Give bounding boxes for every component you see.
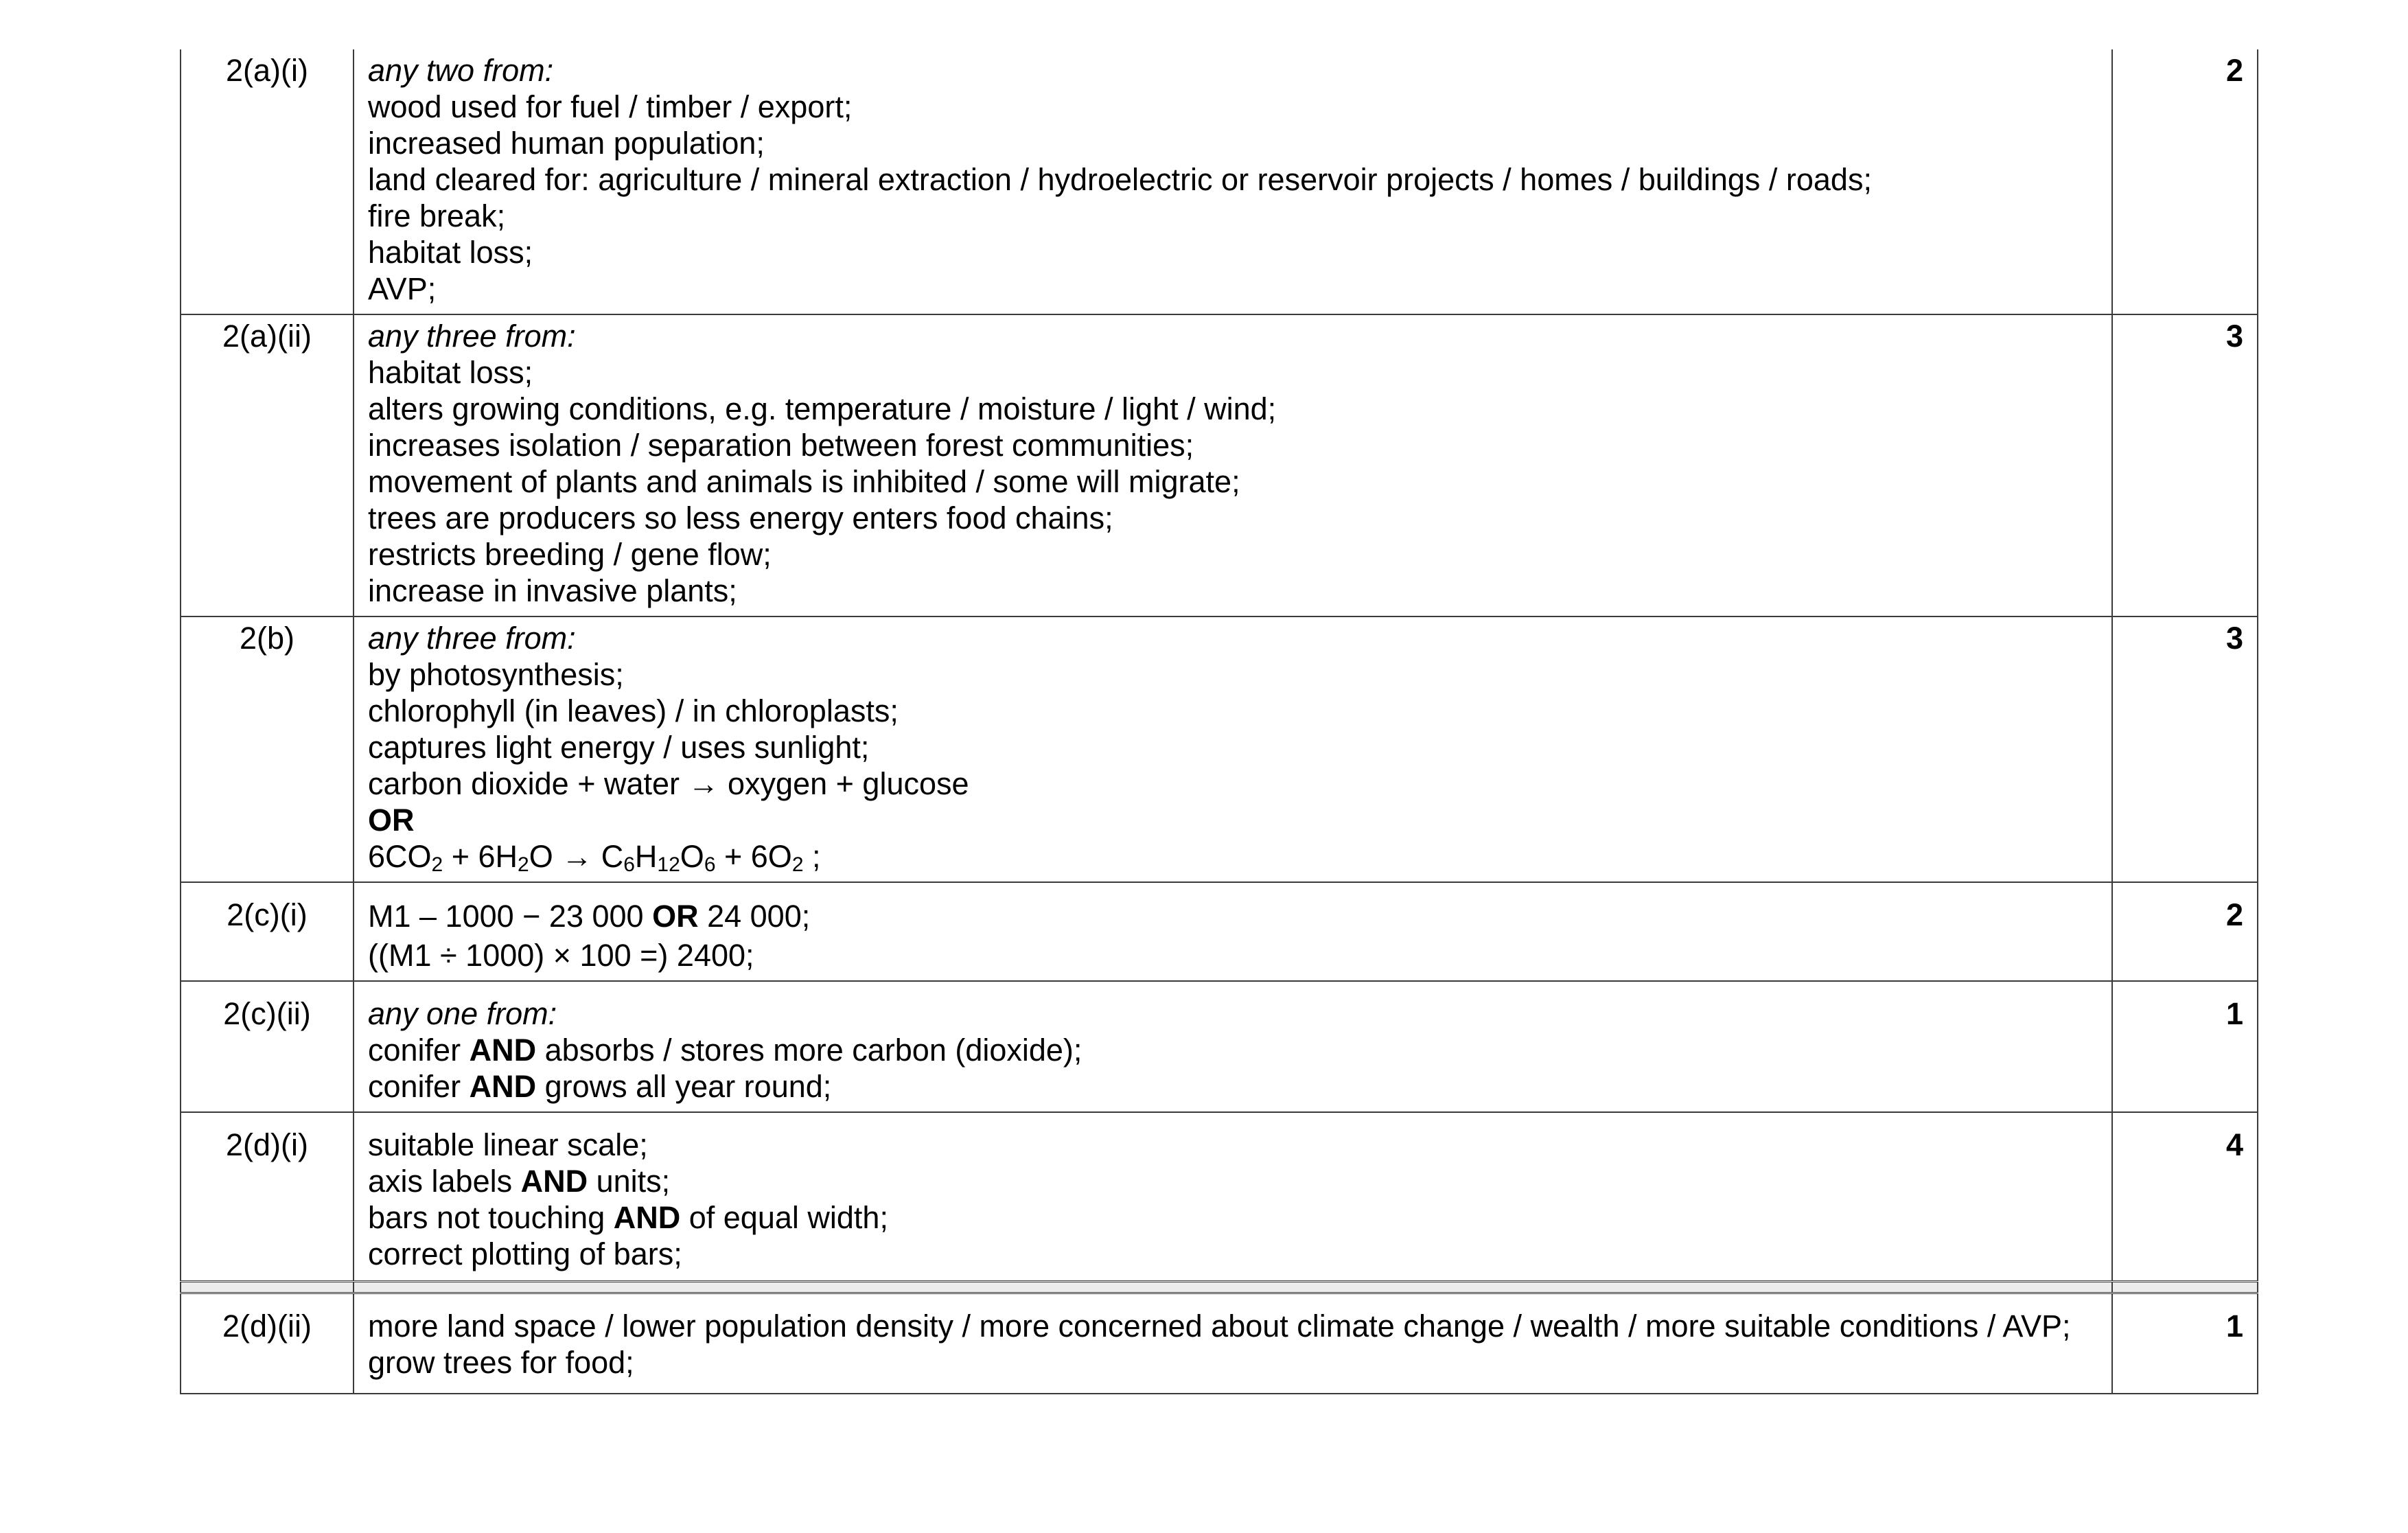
or-label: OR xyxy=(652,899,699,934)
answer-line: land cleared for: agriculture / mineral extraction / hydroelectric or reservoir projects / homes / buildings / roads; xyxy=(368,162,1872,197)
and-label: AND xyxy=(469,1069,537,1104)
divider-cell xyxy=(181,1282,354,1293)
answer-intro: any one from: xyxy=(368,996,557,1031)
answer-line: chlorophyll (in leaves) / in chloroplasts; xyxy=(368,693,899,728)
answer-line: increases isolation / separation between forest communities; xyxy=(368,428,1194,463)
word-equation: carbon dioxide + water → oxygen + glucose xyxy=(368,766,969,801)
answer-cell xyxy=(354,1293,2112,1394)
table-row xyxy=(181,314,2258,616)
answer-text: conifer xyxy=(368,1069,470,1104)
eq-part: + 6H xyxy=(443,839,518,874)
answer-text: conifer xyxy=(368,1033,470,1068)
mark-scheme-table xyxy=(180,49,2258,1394)
answer-cell xyxy=(354,882,2112,981)
answer-line xyxy=(368,1163,2105,1199)
answer-line: increased human population; xyxy=(368,126,765,161)
and-label: AND xyxy=(520,1164,588,1199)
answer-text: grows all year round; xyxy=(536,1069,832,1104)
question-number: 2(c)(i) xyxy=(181,882,354,981)
eq-part: + 6O xyxy=(715,839,792,874)
answer-text: absorbs / stores more carbon (dioxide); xyxy=(536,1033,1083,1068)
answer-text: of equal width; xyxy=(680,1200,888,1235)
marks-value: 2 xyxy=(2112,882,2258,981)
answer-line: trees are producers so less energy enters food chains; xyxy=(368,500,1113,535)
answer-line: correct plotting of bars; xyxy=(368,1236,682,1271)
table-row xyxy=(181,1112,2258,1282)
answer-text: M1 – 1000 − 23 000 xyxy=(368,899,653,934)
answer-text: 24 000; xyxy=(698,899,811,934)
answer-line: ((M1 ÷ 1000) × 100 =) 2400; xyxy=(368,938,754,973)
answer-cell xyxy=(354,49,2112,314)
eq-part: O → C xyxy=(529,839,624,874)
answer-line xyxy=(368,898,2105,934)
answer-line: increase in invasive plants; xyxy=(368,573,737,608)
table-row xyxy=(181,49,2258,314)
eq-subscript: 2 xyxy=(791,853,804,876)
answer-line: suitable linear scale; xyxy=(368,1127,648,1162)
question-number: 2(c)(ii) xyxy=(181,981,354,1112)
answer-line: habitat loss; xyxy=(368,355,533,390)
eq-part: O xyxy=(680,839,704,874)
page-break-divider xyxy=(181,1282,2258,1293)
answer-line: movement of plants and animals is inhibited / some will migrate; xyxy=(368,464,1240,499)
marks-value: 1 xyxy=(2112,981,2258,1112)
table-row xyxy=(181,616,2258,882)
answer-intro: any three from: xyxy=(368,621,576,656)
divider-cell xyxy=(354,1282,2112,1293)
question-number: 2(d)(ii) xyxy=(181,1293,354,1394)
answer-text: bars not touching xyxy=(368,1200,614,1235)
answer-cell xyxy=(354,314,2112,616)
marks-value: 3 xyxy=(2112,314,2258,616)
answer-text: axis labels xyxy=(368,1164,521,1199)
answer-line: more land space / lower population density / more concerned about climate change / wealth / more suitable conditions / AVP; xyxy=(368,1309,2071,1344)
answer-line xyxy=(368,1199,2105,1236)
table-row xyxy=(181,981,2258,1112)
answer-intro: any two from: xyxy=(368,53,554,88)
answer-line: alters growing conditions, e.g. temperature / moisture / light / wind; xyxy=(368,391,1277,426)
or-label: OR xyxy=(368,803,415,838)
answer-line xyxy=(368,1068,2105,1105)
answer-intro: any three from: xyxy=(368,319,576,354)
answer-line: wood used for fuel / timber / export; xyxy=(368,89,853,124)
answer-text: units; xyxy=(588,1164,671,1199)
divider-cell xyxy=(2112,1282,2258,1293)
answer-line: by photosynthesis; xyxy=(368,657,624,692)
eq-subscript: 2 xyxy=(518,853,529,876)
answer-line: fire break; xyxy=(368,198,506,233)
chemical-equation xyxy=(368,838,2105,875)
answer-line: habitat loss; xyxy=(368,235,533,270)
answer-cell xyxy=(354,981,2112,1112)
eq-subscript: 6 xyxy=(704,853,716,876)
answer-line: AVP; xyxy=(368,271,437,306)
marks-value: 2 xyxy=(2112,49,2258,314)
question-number: 2(a)(ii) xyxy=(181,314,354,616)
eq-subscript: 12 xyxy=(657,853,680,876)
marks-value: 3 xyxy=(2112,616,2258,882)
eq-subscript: 2 xyxy=(431,853,443,876)
answer-line: grow trees for food; xyxy=(368,1345,634,1380)
answer-line: captures light energy / uses sunlight; xyxy=(368,730,870,765)
marks-value: 1 xyxy=(2112,1293,2258,1394)
marks-value: 4 xyxy=(2112,1112,2258,1282)
answer-line xyxy=(368,1032,2105,1068)
table-row xyxy=(181,1293,2258,1394)
question-number: 2(b) xyxy=(181,616,354,882)
question-number: 2(d)(i) xyxy=(181,1112,354,1282)
eq-part: ; xyxy=(803,839,821,874)
table-row xyxy=(181,882,2258,981)
eq-subscript: 6 xyxy=(623,853,635,876)
answer-cell xyxy=(354,616,2112,882)
eq-part: 6CO xyxy=(368,839,432,874)
eq-part: H xyxy=(634,839,658,874)
and-label: AND xyxy=(613,1200,681,1235)
question-number: 2(a)(i) xyxy=(181,49,354,314)
answer-line: restricts breeding / gene flow; xyxy=(368,537,772,572)
answer-cell xyxy=(354,1112,2112,1282)
and-label: AND xyxy=(469,1033,537,1068)
